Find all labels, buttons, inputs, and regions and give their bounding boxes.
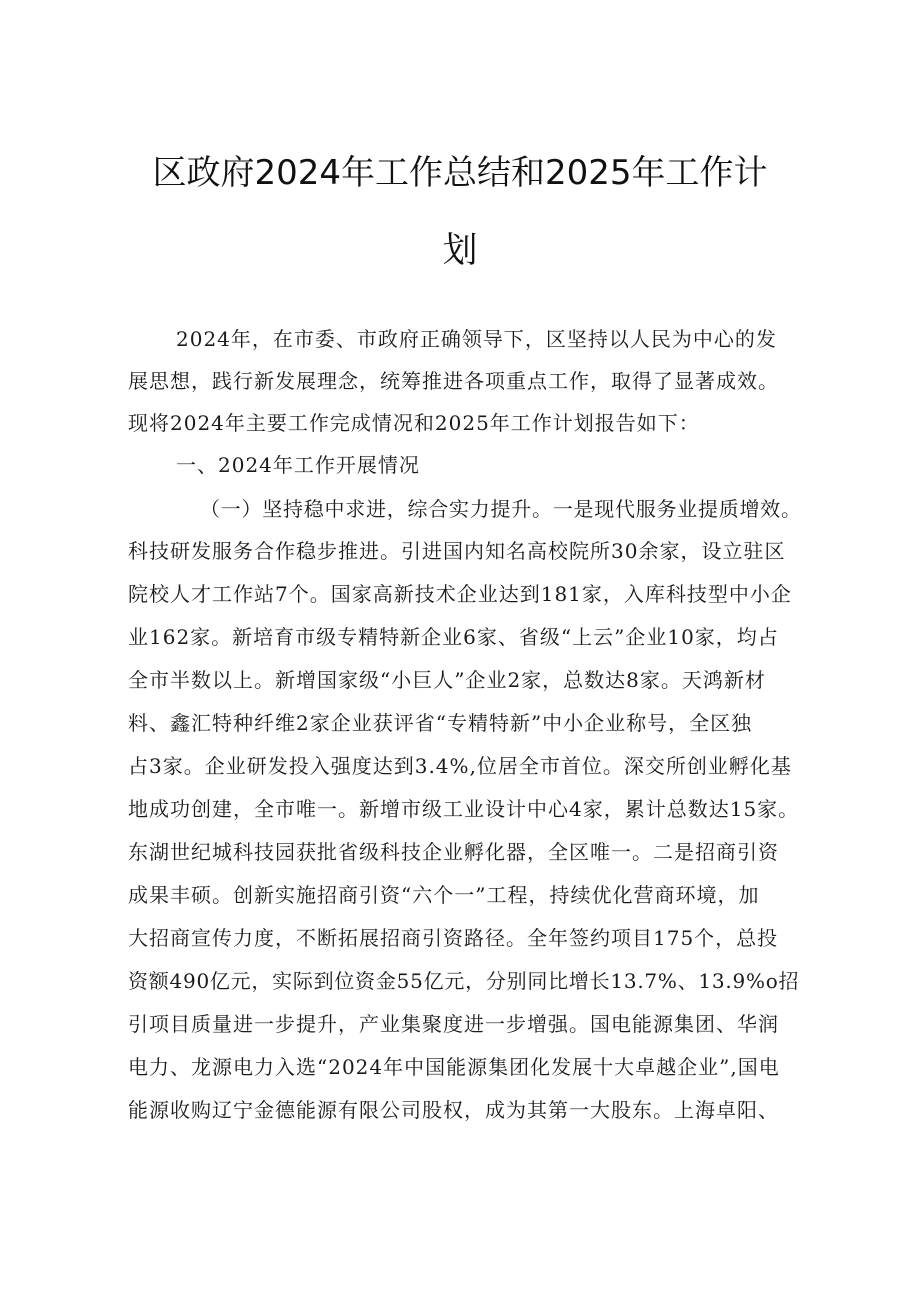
paragraph-line: 业162家。新培育市级专精特新企业6家、省级“上云”企业10家，均占 [128, 625, 779, 649]
section-heading: 一、2024年工作开展情况 [176, 453, 420, 477]
paragraph-line: 科技研发服务合作稳步推进。引进国内知名高校院所30余家，设立驻区 [128, 539, 786, 563]
paragraph-line: 全市半数以上。新增国家级“小巨人”企业2家，总数达8家。天鸿新材 [128, 668, 766, 692]
paragraph-line: （一）坚持稳中求进，综合实力提升。一是现代服务业提质增效。 [200, 497, 802, 521]
paragraph-line: 料、鑫汇特种纤维2家企业获评省“专精特新”中小企业称号，全区独 [128, 711, 753, 735]
paragraph-line: 资额490亿元，实际到位资金55亿元，分别同比增长13.7%、13.9%o招 [128, 969, 800, 993]
paragraph-line: 引项目质量进一步提升，产业集聚度进一步增强。国电能源集团、华润 [128, 1012, 779, 1036]
document-title-line-1: 区政府2024年工作总结和2025年工作计 [152, 153, 768, 193]
paragraph-line: 成果丰硕。创新实施招商引资“六个一”工程，持续优化营商环境，加 [128, 883, 760, 907]
document-title-line-2: 划 [442, 231, 478, 271]
paragraph-line: 能源收购辽宁金德能源有限公司股权，成为其第一大股东。上海卓阳、 [128, 1098, 779, 1122]
paragraph-line: 地成功创建，全市唯一。新增市级工业设计中心4家，累计总数达15家。 [128, 797, 800, 821]
paragraph-line: 2024年，在市委、市政府正确领导下，区坚持以人民为中心的发 [176, 327, 777, 351]
paragraph-line: 占3家。企业研发投入强度达到3.4%,位居全市首位。深交所创业孵化基 [128, 754, 792, 778]
paragraph-line: 东湖世纪城科技园获批省级科技企业孵化器，全区唯一。二是招商引资 [128, 840, 779, 864]
paragraph-line: 电力、龙源电力入选“2024年中国能源集团化发展十大卓越企业”,国电 [128, 1055, 780, 1079]
paragraph-line: 院校人才工作站7个。国家高新技术企业达到181家，入库科技型中小企 [128, 582, 792, 606]
paragraph-line: 展思想，践行新发展理念，统筹推进各项重点工作，取得了显著成效。 [128, 369, 779, 393]
paragraph-line: 现将2024年主要工作完成情况和2025年工作计划报告如下： [128, 411, 700, 435]
paragraph-line: 大招商宣传力度，不断拓展招商引资路径。全年签约项目175个，总投 [128, 926, 779, 950]
